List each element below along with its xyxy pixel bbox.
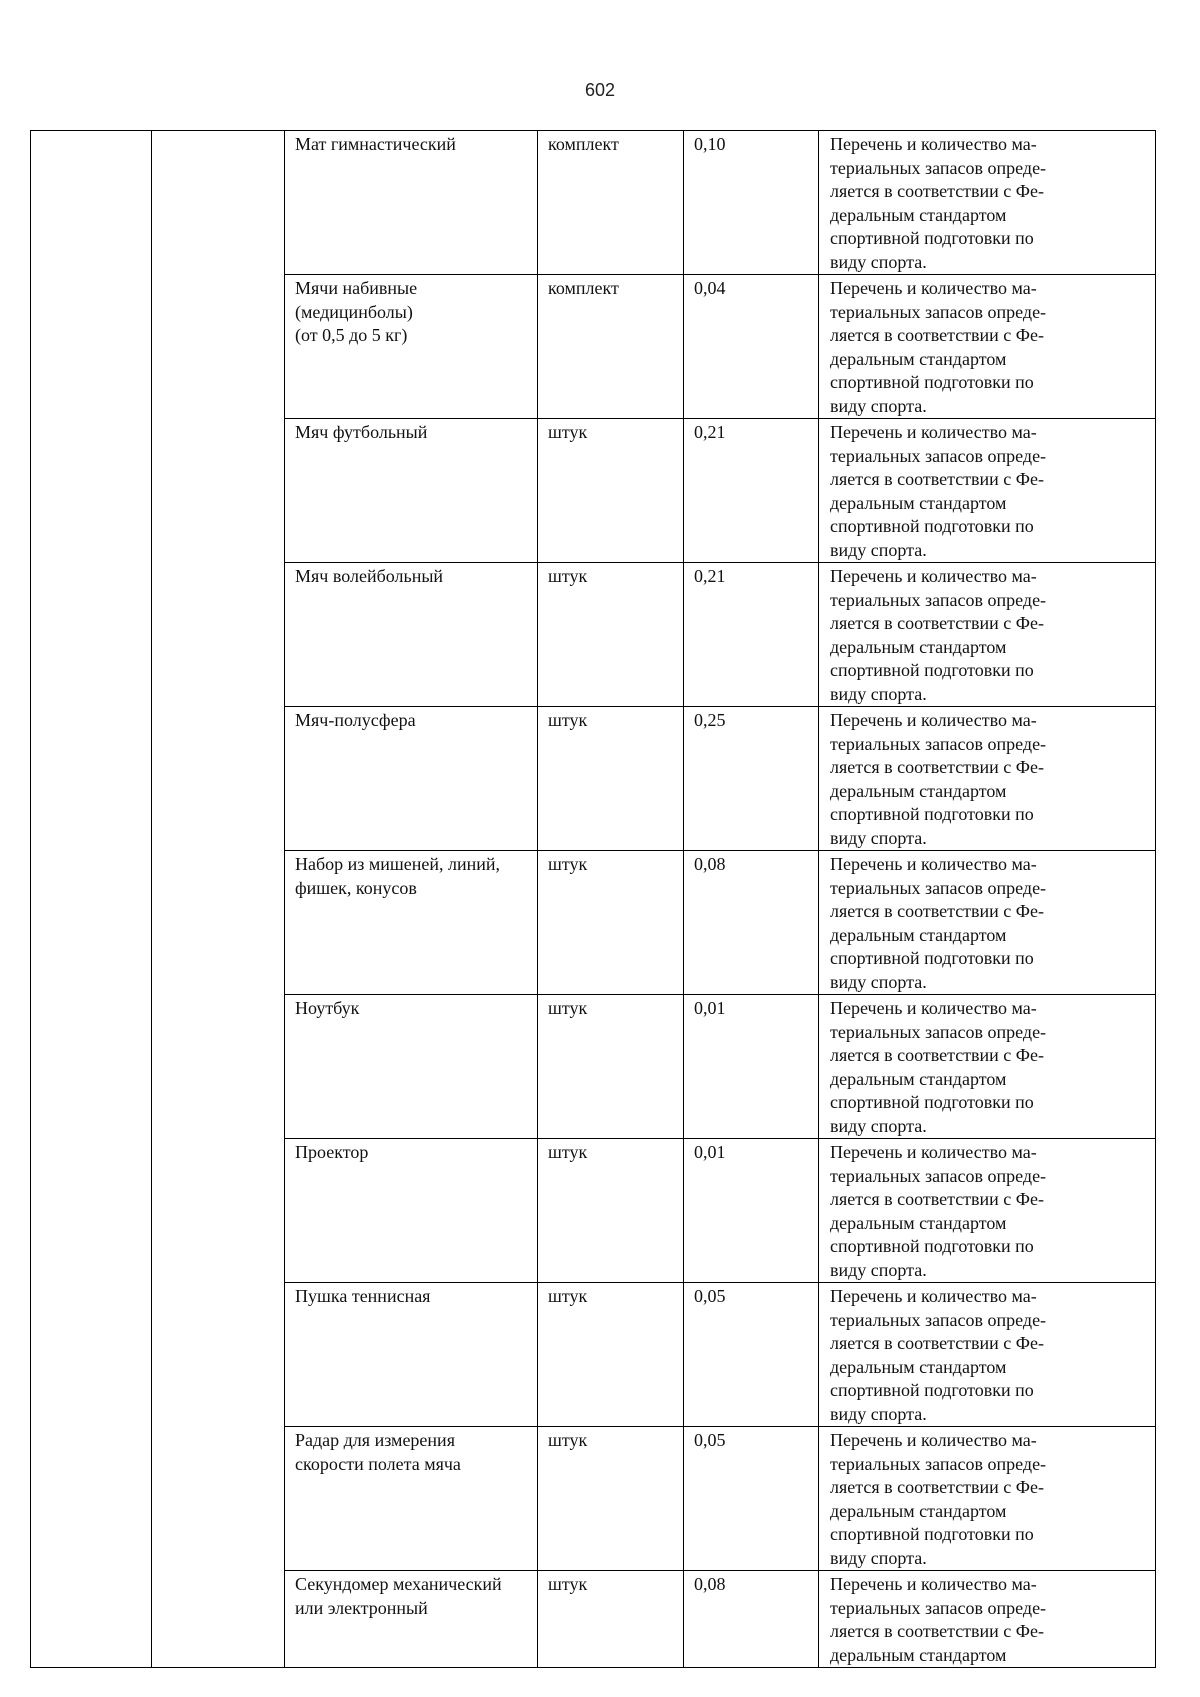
item-name-cell	[285, 1571, 538, 1668]
description-line: деральным стандартом	[830, 924, 1007, 945]
description-line: Перечень и количество ма-	[830, 566, 1037, 586]
unit-cell: штук	[538, 1427, 684, 1571]
description-line: деральным стандартом	[830, 204, 1007, 225]
description-cell	[819, 419, 1156, 563]
item-name-line: фишек, конусов	[295, 877, 417, 898]
description-line: деральным стандартом	[830, 492, 1007, 513]
description-line: спортивной подготовки по	[830, 804, 1034, 824]
description-line: деральным стандартом	[830, 348, 1007, 369]
item-name-cell	[285, 275, 538, 419]
description-cell	[819, 1427, 1156, 1571]
description-line: деральным стандартом	[830, 1068, 1007, 1089]
quantity-cell: 0,01	[684, 1139, 819, 1283]
description-line: Перечень и количество ма-	[830, 854, 1037, 874]
description-line: ляется в соответствии с Фе-	[830, 613, 1045, 633]
item-name-cell	[285, 1139, 538, 1283]
description-line: спортивной подготовки по	[830, 1092, 1034, 1112]
description-line: ляется в соответствии с Фе-	[830, 1477, 1045, 1497]
unit-cell: штук	[538, 1139, 684, 1283]
unit-cell: штук	[538, 419, 684, 563]
item-name-line: Радар для измерения	[295, 1430, 455, 1450]
quantity-cell: 0,01	[684, 995, 819, 1139]
item-name-line: Мяч футбольный	[295, 422, 428, 442]
unit-cell: штук	[538, 707, 684, 851]
description-cell	[819, 275, 1156, 419]
unit-cell: штук	[538, 851, 684, 995]
description-line: Перечень и количество ма-	[830, 998, 1037, 1018]
unit-cell: комплект	[538, 131, 684, 275]
description-line: виду спорта.	[830, 683, 927, 704]
quantity-cell: 0,08	[684, 1571, 819, 1668]
description-line: Перечень и количество ма-	[830, 134, 1037, 154]
table-row	[31, 131, 1156, 275]
description-line: спортивной подготовки по	[830, 1524, 1034, 1544]
description-line: ляется в соответствии с Фе-	[830, 325, 1045, 345]
item-name-line: Мяч-полусфера	[295, 710, 416, 730]
description-line: Перечень и количество ма-	[830, 1430, 1037, 1450]
description-line: деральным стандартом	[830, 780, 1007, 801]
merged-cell-col-2	[152, 131, 285, 1668]
description-line: териальных запасов опреде-	[830, 157, 1047, 178]
description-line: виду спорта.	[830, 251, 927, 272]
description-line: териальных запасов опреде-	[830, 1309, 1047, 1330]
description-cell	[819, 1571, 1156, 1668]
item-name-line: Пушка теннисная	[295, 1286, 431, 1306]
item-name-line: (от 0,5 до 5 кг)	[295, 325, 408, 345]
description-line: Перечень и количество ма-	[830, 1142, 1037, 1162]
description-line: спортивной подготовки по	[830, 228, 1034, 248]
item-name-line: Мяч волейбольный	[295, 566, 444, 586]
item-name-line: или электронный	[295, 1597, 428, 1618]
item-name-line: Ноутбук	[295, 998, 360, 1018]
item-name-line: Мат гимнастический	[295, 134, 456, 154]
item-name-cell	[285, 707, 538, 851]
description-line: ляется в соответствии с Фе-	[830, 901, 1045, 921]
description-line: спортивной подготовки по	[830, 372, 1034, 392]
description-line: деральным стандартом	[830, 636, 1007, 657]
table-body	[31, 131, 1156, 1668]
description-line: Перечень и количество ма-	[830, 1286, 1037, 1306]
item-name-line: Секундомер механический	[295, 1574, 502, 1594]
description-line: териальных запасов опреде-	[830, 1021, 1047, 1042]
item-name-cell	[285, 995, 538, 1139]
description-line: териальных запасов опреде-	[830, 1453, 1047, 1474]
quantity-cell: 0,21	[684, 419, 819, 563]
description-line: виду спорта.	[830, 395, 927, 416]
description-line: ляется в соответствии с Фе-	[830, 1189, 1045, 1209]
description-cell	[819, 707, 1156, 851]
quantity-cell: 0,21	[684, 563, 819, 707]
description-line: териальных запасов опреде-	[830, 1597, 1047, 1618]
description-line: деральным стандартом	[830, 1644, 1007, 1665]
description-line: ляется в соответствии с Фе-	[830, 757, 1045, 777]
item-name-line: (медицинболы)	[295, 301, 413, 322]
item-name-line: Набор из мишеней, линий,	[295, 854, 501, 874]
description-cell	[819, 995, 1156, 1139]
item-name-cell	[285, 1427, 538, 1571]
description-line: териальных запасов опреде-	[830, 445, 1047, 466]
description-line: виду спорта.	[830, 827, 927, 848]
description-line: териальных запасов опреде-	[830, 1165, 1047, 1186]
unit-cell: штук	[538, 1283, 684, 1427]
description-cell	[819, 131, 1156, 275]
description-cell	[819, 851, 1156, 995]
description-line: виду спорта.	[830, 1115, 927, 1136]
unit-cell: штук	[538, 995, 684, 1139]
item-name-line: Проектор	[295, 1142, 369, 1162]
description-line: Перечень и количество ма-	[830, 278, 1037, 298]
description-line: деральным стандартом	[830, 1212, 1007, 1233]
description-line: ляется в соответствии с Фе-	[830, 1621, 1045, 1641]
item-name-cell	[285, 563, 538, 707]
description-cell	[819, 563, 1156, 707]
description-line: ляется в соответствии с Фе-	[830, 469, 1045, 489]
description-line: Перечень и количество ма-	[830, 1574, 1037, 1594]
description-line: виду спорта.	[830, 1403, 927, 1424]
description-line: спортивной подготовки по	[830, 1380, 1034, 1400]
description-line: спортивной подготовки по	[830, 1236, 1034, 1256]
description-line: спортивной подготовки по	[830, 516, 1034, 536]
description-line: териальных запасов опреде-	[830, 589, 1047, 610]
quantity-cell: 0,25	[684, 707, 819, 851]
unit-cell: штук	[538, 563, 684, 707]
description-line: деральным стандартом	[830, 1356, 1007, 1377]
item-name-cell	[285, 851, 538, 995]
description-line: спортивной подготовки по	[830, 948, 1034, 968]
description-line: териальных запасов опреде-	[830, 877, 1047, 898]
description-cell	[819, 1139, 1156, 1283]
description-line: виду спорта.	[830, 971, 927, 992]
description-line: Перечень и количество ма-	[830, 422, 1037, 442]
item-name-line: скорости полета мяча	[295, 1453, 461, 1474]
item-name-cell	[285, 131, 538, 275]
description-line: ляется в соответствии с Фе-	[830, 181, 1045, 201]
quantity-cell: 0,04	[684, 275, 819, 419]
quantity-cell: 0,05	[684, 1283, 819, 1427]
description-line: ляется в соответствии с Фе-	[830, 1045, 1045, 1065]
description-line: териальных запасов опреде-	[830, 733, 1047, 754]
description-cell	[819, 1283, 1156, 1427]
description-line: спортивной подготовки по	[830, 660, 1034, 680]
equipment-table	[30, 130, 1156, 1668]
quantity-cell: 0,10	[684, 131, 819, 275]
description-line: ляется в соответствии с Фе-	[830, 1333, 1045, 1353]
description-line: Перечень и количество ма-	[830, 710, 1037, 730]
page-number: 602	[584, 80, 616, 100]
item-name-line: Мячи набивные	[295, 278, 418, 298]
item-name-cell	[285, 419, 538, 563]
description-line: виду спорта.	[830, 539, 927, 560]
quantity-cell: 0,05	[684, 1427, 819, 1571]
merged-cell-col-1	[31, 131, 152, 1668]
description-line: деральным стандартом	[830, 1500, 1007, 1521]
unit-cell: штук	[538, 1571, 684, 1668]
description-line: виду спорта.	[830, 1547, 927, 1568]
quantity-cell: 0,08	[684, 851, 819, 995]
item-name-cell	[285, 1283, 538, 1427]
unit-cell: комплект	[538, 275, 684, 419]
description-line: териальных запасов опреде-	[830, 301, 1047, 322]
description-line: виду спорта.	[830, 1259, 927, 1280]
